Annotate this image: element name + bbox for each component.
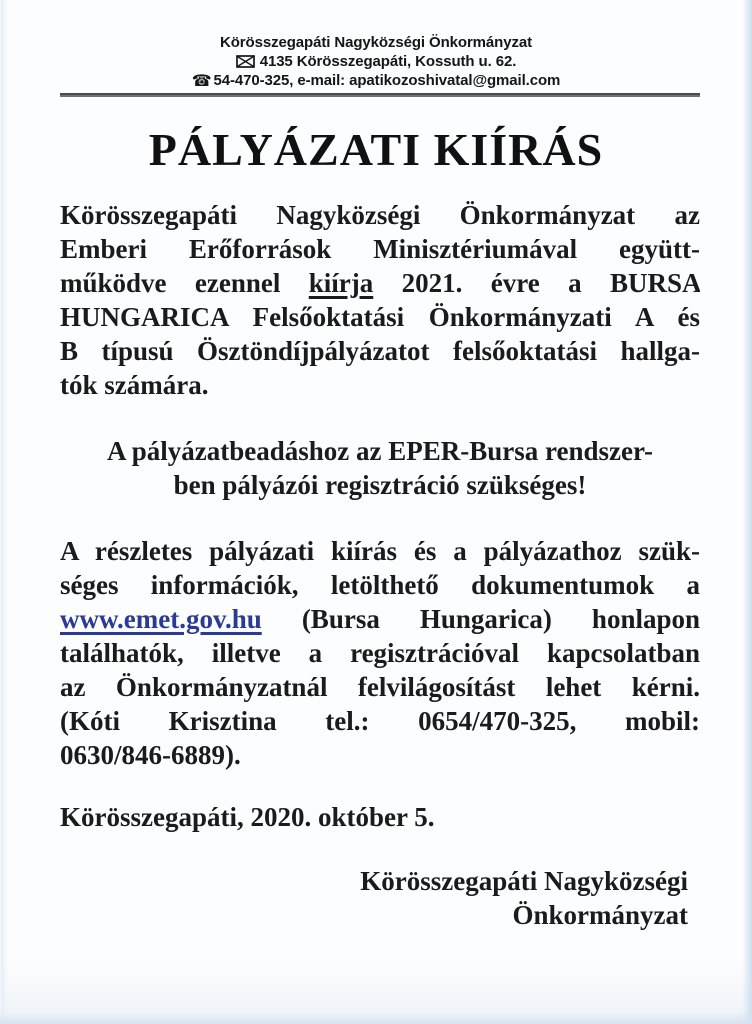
phone-icon: ☎ <box>191 71 212 90</box>
text-line: HUNGARICA Felsőoktatási Önkormányzati A és <box>60 302 700 332</box>
letterhead <box>0 0 752 90</box>
text-segment: (Bursa Hungarica) honlapon <box>301 604 700 634</box>
text-line: találhatók, illetve a regisztrációval kapcsolatban <box>60 638 700 668</box>
letterhead-contact-row <box>0 71 752 90</box>
text-line: ben pályázói regisztráció szükséges! <box>173 470 587 500</box>
signature-block <box>60 864 700 932</box>
text-line: az Önkormányzatnál felvilágosítást lehet kérni. <box>60 672 700 702</box>
scan-edge-bottom <box>0 1012 752 1024</box>
scan-edge-right <box>742 0 752 1024</box>
envelope-icon <box>236 55 255 68</box>
text-line: (Kóti Krisztina tel.: 0654/470-325, mobil: <box>60 706 700 736</box>
signature-line: Önkormányzat <box>512 900 688 930</box>
scan-edge-left <box>0 0 8 1024</box>
text-line: tók számára. <box>60 370 209 400</box>
registration-notice-paragraph <box>60 434 700 502</box>
announcement-paragraph <box>60 198 700 402</box>
text-line <box>60 602 700 636</box>
letterhead-org-name: Körösszegapáti Nagyközségi Önkormányzat <box>219 34 533 51</box>
details-paragraph <box>60 534 700 772</box>
text-line: A részletes pályázati kiírás és a pályázathoz szük- <box>60 536 700 566</box>
text-line: séges információk, letölthető dokumentumok a <box>60 570 700 600</box>
letterhead-address: 4135 Körösszegapáti, Kossuth u. 62. <box>259 53 517 70</box>
text-line: Körösszegapáti Nagyközségi Önkormányzat az <box>60 200 700 230</box>
text-line <box>60 266 700 300</box>
text-line: Emberi Erőforrások Minisztériumával együtt- <box>60 234 700 264</box>
emet-website-link[interactable]: www.emet.gov.hu <box>60 604 262 634</box>
signature-line: Körösszegapáti Nagyközségi <box>360 866 688 896</box>
page-title: PÁLYÁZATI KIÍRÁS <box>148 124 604 175</box>
document-body <box>60 198 700 932</box>
text-segment: működve ezennel <box>60 268 281 298</box>
text-line: Körösszegapáti, 2020. október 5. <box>60 802 435 832</box>
letterhead-contact: 54-470-325, e-mail: apatikozoshivatal@gmail.com <box>213 72 561 89</box>
letterhead-divider <box>60 93 700 97</box>
text-segment: 2021. évre a BURSA <box>401 268 700 298</box>
text-line: A pályázatbeadáshoz az EPER-Bursa rendszer- <box>107 436 653 466</box>
letterhead-address-row <box>0 52 752 71</box>
date-line <box>60 800 700 834</box>
text-line: B típusú Ösztöndíjpályázatot felsőoktatási hallga- <box>60 336 700 366</box>
text-line: 0630/846-6889). <box>60 740 241 770</box>
underlined-word-kiirja: kiírja <box>308 268 374 298</box>
